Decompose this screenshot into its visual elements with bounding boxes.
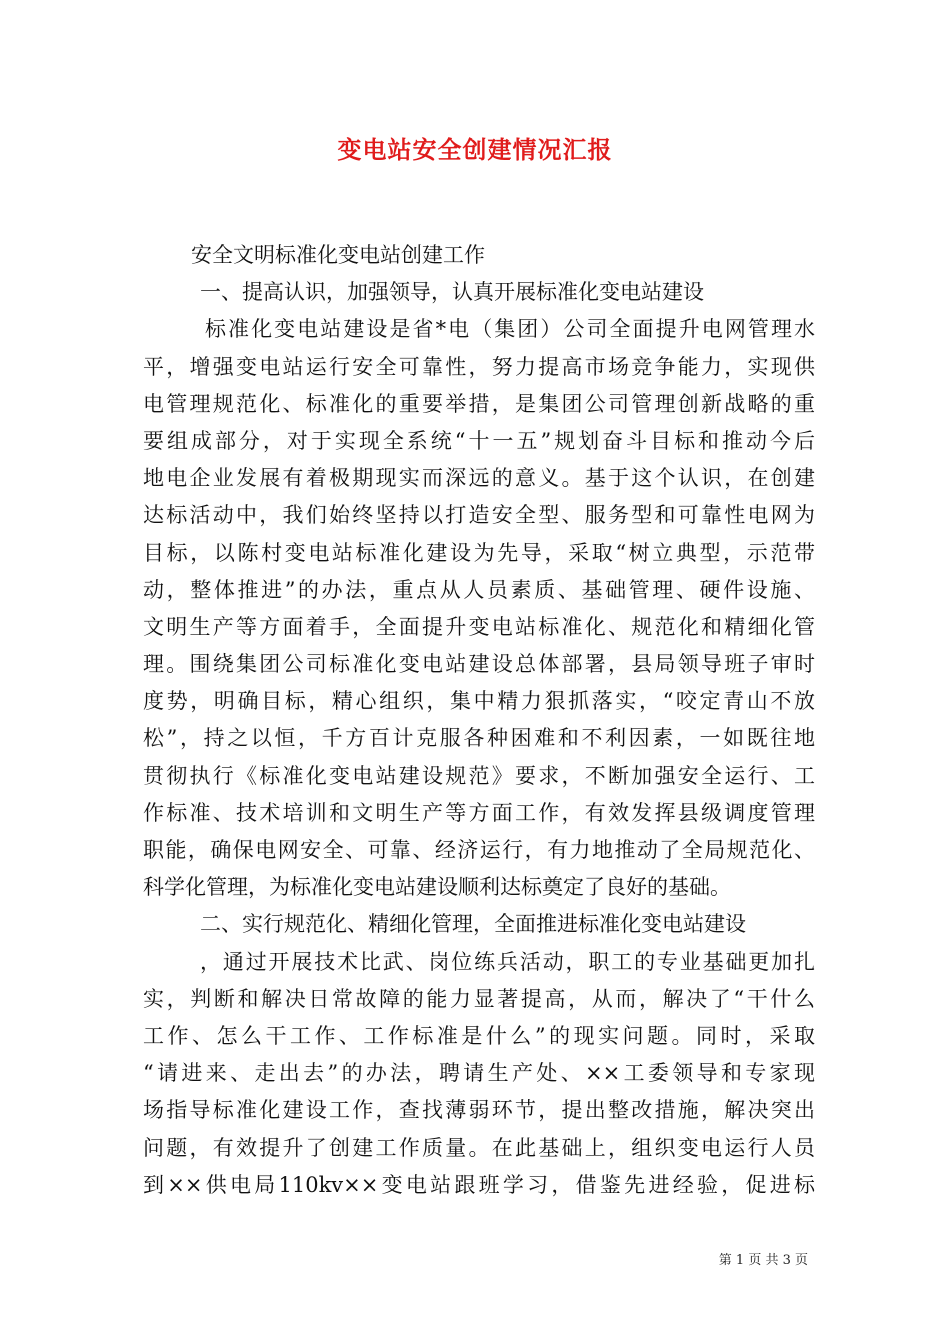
paragraph-line: 地电企业发展有着极期现实而深远的意义。基于这个认识，在创建 <box>143 466 815 491</box>
paragraph-line: 理。围绕集团公司标准化变电站建设总体部署，县局领导班子审时 <box>143 652 815 677</box>
paragraph-line: 度势，明确目标，精心组织，集中精力狠抓落实，“咬定青山不放 <box>143 689 815 714</box>
paragraph-line: 作标准、技术培训和文明生产等方面工作，有效发挥县级调度管理 <box>143 800 815 825</box>
paragraph-line: 问题，有效提升了创建工作质量。在此基础上，组织变电运行人员 <box>143 1135 815 1160</box>
paragraph-line: 动，整体推进”的办法，重点从人员素质、基础管理、硬件设施、 <box>143 577 815 602</box>
paragraph-line: ，通过开展技术比武、岗位练兵活动，职工的专业基础更加扎 <box>200 949 815 974</box>
paragraph-line: 文明生产等方面着手，全面提升变电站标准化、规范化和精细化管 <box>143 614 815 639</box>
paragraph-line: 实，判断和解决日常故障的能力显著提高，从而，解决了“干什么 <box>143 986 815 1011</box>
page-footer: 第 1 页 共 3 页 <box>718 1253 808 1268</box>
section-heading: 一、提高认识，加强领导，认真开展标准化变电站建设 <box>200 280 704 305</box>
paragraph-line: 工作、怎么干工作、工作标准是什么”的现实问题。同时，采取 <box>143 1023 815 1048</box>
paragraph-line: 平，增强变电站运行安全可靠性，努力提高市场竞争能力，实现供 <box>143 354 815 379</box>
paragraph-line: 职能，确保电网安全、可靠、经济运行，有力地推动了全局规范化、 <box>143 838 815 862</box>
paragraph-line: 场指导标准化建设工作，查找薄弱环节，提出整改措施，解决突出 <box>143 1098 815 1123</box>
section-heading: 安全文明标准化变电站创建工作 <box>191 243 485 267</box>
paragraph-line: 科学化管理，为标准化变电站建设顺利达标奠定了良好的基础。 <box>143 875 731 900</box>
section-heading: 二、实行规范化、精细化管理，全面推进标准化变电站建设 <box>200 912 746 937</box>
document-body <box>143 237 815 1204</box>
paragraph-line: 达标活动中，我们始终坚持以打造安全型、服务型和可靠性电网为 <box>143 503 815 528</box>
paragraph-line: 目标，以陈村变电站标准化建设为先导，采取“树立典型，示范带 <box>143 540 815 565</box>
paragraph-line: 电管理规范化、标准化的重要举措，是集团公司管理创新战略的重 <box>143 391 815 416</box>
paragraph-line: “请进来、走出去”的办法，聘请生产处、××工委领导和专家现 <box>143 1061 815 1086</box>
paragraph-line: 要组成部分，对于实现全系统“十一五”规划奋斗目标和推动今后 <box>143 428 815 453</box>
paragraph-line: 贯彻执行《标准化变电站建设规范》要求，不断加强安全运行、工 <box>143 763 815 788</box>
page-title: 变电站安全创建情况汇报 <box>337 135 613 164</box>
paragraph-line: 到××供电局110kv××变电站跟班学习，借鉴先进经验，促进标 <box>143 1172 815 1197</box>
paragraph-line: 松”，持之以恒，千方百计克服各种困难和不利因素，一如既往地 <box>143 726 815 751</box>
paragraph-line: 标准化变电站建设是省*电（集团）公司全面提升电网管理水 <box>205 317 815 342</box>
